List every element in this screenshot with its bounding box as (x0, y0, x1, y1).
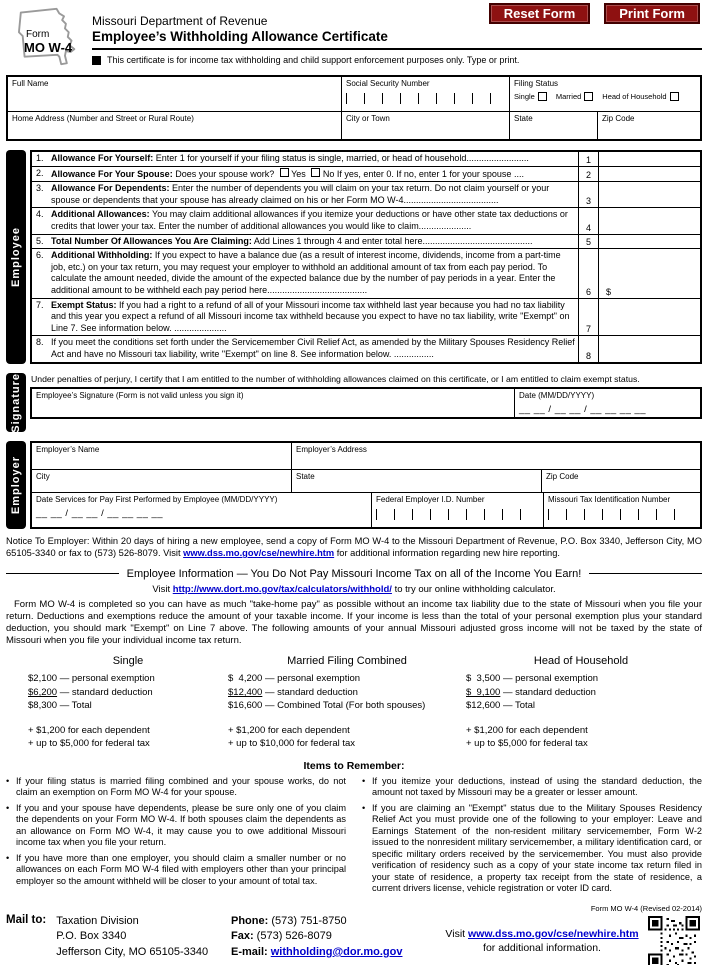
line-7-entry[interactable] (598, 299, 700, 336)
fein-label: Federal Employer I.D. Number (376, 495, 485, 505)
employer-row-2 (32, 470, 700, 493)
date-services-label: Date Services for Pay First Performed by Employee (MM/DD/YYYY) (36, 495, 278, 505)
mo-tax-id-label: Missouri Tax Identification Number (548, 495, 671, 505)
state-label: State (514, 114, 533, 123)
employer-side-label: Employer (10, 456, 22, 515)
ssn-label: Social Security Number (346, 79, 430, 88)
line-1 (32, 152, 700, 167)
line-5-entry[interactable] (598, 235, 700, 249)
line-6-entry[interactable] (598, 249, 700, 297)
fein-field[interactable] (372, 493, 544, 527)
line-4 (32, 208, 700, 234)
signature-date-label: Date (MM/DD/YYYY) (519, 390, 595, 400)
items-to-remember (6, 776, 702, 899)
line-3-entry[interactable] (598, 182, 700, 207)
email-line: E-mail: withholding@dor.mo.gov (231, 945, 403, 958)
state-field[interactable] (510, 112, 598, 139)
certificate-instruction-row (92, 50, 702, 65)
line-2-text: Allowance For Your Spouse: Does your spouse work? Yes No If yes, enter 0. If no, enter 1 for your spouse .... (51, 168, 524, 179)
employer-zip-field[interactable] (542, 470, 700, 492)
employer-state-field[interactable] (292, 470, 542, 492)
married-checkbox[interactable] (584, 92, 593, 101)
line-6-number: 6. (36, 250, 44, 261)
zip-label: Zip Code (602, 114, 635, 123)
employer-city-field[interactable] (32, 470, 292, 492)
date-services-blanks: __ __ / __ __ / __ __ __ __ (36, 508, 164, 520)
employer-name-field[interactable] (32, 443, 292, 469)
full-name-field[interactable] (8, 77, 342, 111)
married-title: Married Filing Combined (287, 655, 407, 668)
home-address-label: Home Address (Number and Street or Rural Route) (12, 114, 194, 123)
spouse-works-no-checkbox[interactable] (311, 168, 320, 177)
list-item: • If you have more than one employer, you should claim a smaller number or no allowances on each Form MO W-4 filed with employers other than your principal employer so the amount withheld will be closer to your amount of total tax. (6, 853, 346, 888)
calc-text-before: Visit (152, 583, 173, 595)
footer (6, 914, 702, 965)
calc-text-after: to try our online withholding calculator. (391, 583, 556, 595)
ssn-field[interactable] (342, 77, 510, 111)
mo-tax-id-field[interactable] (544, 493, 700, 527)
line-5-box-number: 5 (578, 235, 598, 249)
city-field[interactable] (342, 112, 510, 139)
line-7 (32, 299, 700, 337)
dollar-sign: $ (606, 286, 612, 297)
department-name: Missouri Department of Revenue (92, 14, 268, 28)
notice-to-employer (6, 536, 702, 560)
withholding-email-link[interactable]: withholding@dor.mo.gov (270, 945, 403, 958)
phone-line: Phone: (573) 751-8750 (231, 914, 347, 927)
perjury-statement: Under penalties of perjury, I certify that I am entitled to the number of withholding allowances claimed on this certificate, or I am entitled to claim exempt status. (31, 373, 640, 384)
line-2-entry[interactable] (598, 167, 700, 182)
line-6-box-number: 6 (578, 249, 598, 297)
line-7-box-number: 7 (578, 299, 598, 336)
visit-block: Visit www.dss.mo.gov/cse/newhire.htm for additional information. (436, 914, 648, 955)
line-5-text: Total Number Of Allowances You Are Claiming: Add Lines 1 through 4 and enter total here............................................ (51, 235, 533, 246)
list-item: • If you are claiming an "Exempt" status due to the Military Spouses Residency Relief Act you must provide one of the following to your employer: Leave and Earnings Statement of the non-resident military servicemember, Form W-2 issued to the nonresident military servicemember, a military identification card, or specific military orders received by the servicemember. You must also provide verification of residency such as a copy of your state income tax return filed in your state of residence, a property tax receipt from the state of residence, a current drivers license, vehicle registration or voter ID card. (362, 803, 702, 895)
calculator-line (6, 584, 702, 595)
date-services-field[interactable] (32, 493, 372, 527)
signature-box (30, 387, 702, 419)
withholding-calculator-link[interactable]: http://www.dort.mo.gov/tax/calculators/withhold/ (172, 583, 392, 595)
employer-zip-label: Zip Code (546, 472, 579, 482)
personal-row-1 (8, 77, 700, 112)
employer-name-label: Employer’s Name (36, 445, 100, 455)
line-2-box-number: 2 (578, 167, 598, 182)
line-3-number: 3. (36, 183, 44, 194)
employer-row-3 (32, 493, 700, 527)
missouri-state-icon (6, 5, 92, 67)
filing-status-field (510, 77, 700, 111)
signature-section (6, 373, 702, 433)
line-7-text: Exempt Status: If you had a right to a refund of all of your Missouri income tax withheld last year because you had no tax liability and this year you expect a refund of all Missouri income tax withheld because you expect to have no tax liability, write "Exempt" on Line 7. See information below. ..................... (51, 299, 570, 333)
list-item: • If your filing status is married filing combined and your spouse works, do not claim an exemption on Form MO W-4 for your spouse. (6, 776, 346, 799)
employer-section (6, 441, 702, 529)
mail-to-label: Mail to: (6, 913, 47, 926)
line-2 (32, 167, 700, 183)
items-left-column (6, 776, 346, 899)
single-column: Single $2,100 — personal exemption $6,200 — standard deduction $8,300 — Total + $1,200 for each dependent + up to $5,000 for federal tax (28, 655, 228, 751)
employer-address-field[interactable] (292, 443, 700, 469)
line-4-text: Additional Allowances: You may claim additional allowances if you itemize your deductions or have other state tax deductions or credits that lower your tax. Enter the number of additional allowances you would like to claim..................... (51, 209, 568, 231)
list-item: • If you and your spouse have dependents, please be sure only one of you claim the dependents on your Form MO W-4. If both spouses claim the dependents as an allowance on Form MO W-4, it may cause you to owe additional Missouri income tax when you file your return. (6, 803, 346, 849)
items-right-column (362, 776, 702, 899)
personal-row-2 (8, 112, 700, 139)
line-8 (32, 336, 700, 361)
line-1-number: 1. (36, 153, 44, 163)
head-of-household-checkbox[interactable] (670, 92, 679, 101)
married-label: Married (555, 92, 582, 101)
head-of-household-column: Head of Household $ 3,500 — personal exemption $ 9,100 — standard deduction $12,600 — Total + $1,200 for each dependent + up to $5,000 for federal tax (466, 655, 696, 751)
line-1-text: Allowance For Yourself: Enter 1 for yourself if your filing status is single, married, or head of household......................... (51, 153, 529, 163)
full-name-label: Full Name (12, 79, 49, 88)
signature-date-blanks: __ __ / __ __ / __ __ __ __ (519, 403, 647, 415)
pdf-toolbar (489, 3, 700, 24)
line-5 (32, 235, 700, 250)
mail-line: Jefferson City, MO 65105-3340 (56, 945, 209, 958)
single-title: Single (112, 655, 144, 668)
single-label: Single (514, 92, 535, 101)
fax-line: Fax: (573) 526-8079 (231, 930, 332, 943)
line-1-entry[interactable] (598, 152, 700, 166)
items-to-remember-title: Items to Remember: (303, 759, 405, 772)
employee-side-bar (6, 150, 26, 364)
yes-label: Yes (291, 168, 306, 179)
heading-right-rule (589, 573, 702, 574)
form-title: Employee’s Withholding Allowance Certificate (92, 28, 702, 50)
line-3 (32, 182, 700, 208)
line-1-box-number: 1 (578, 152, 598, 166)
line-8-box-number: 8 (578, 336, 598, 361)
employer-row-1 (32, 443, 700, 470)
line-5-number: 5. (36, 235, 44, 246)
newhire-link[interactable]: www.dss.mo.gov/cse/newhire.htm (183, 548, 335, 559)
hoh-title: Head of Household (533, 655, 629, 668)
no-label: No (322, 168, 335, 179)
black-square-icon (92, 56, 101, 65)
filing-status-options (514, 92, 696, 101)
employee-section (6, 150, 702, 364)
form-number: MO W-4 (24, 40, 73, 55)
contact-block (231, 914, 436, 961)
line-6 (32, 249, 700, 298)
filing-option-single (514, 92, 547, 101)
line-8-number: 8. (36, 337, 44, 348)
employer-box (30, 441, 702, 529)
head-of-household-label: Head of Household (602, 92, 667, 101)
filing-status-label: Filing Status (514, 79, 559, 88)
signature-date-field[interactable] (515, 389, 700, 417)
visit-more-info: for additional information. (483, 941, 601, 954)
mo-tax-id-comb (548, 509, 690, 520)
employer-state-label: State (296, 472, 315, 482)
married-column: Married Filing Combined $ 4,200 — personal exemption $12,400 — standard deduction $16,600 — Combined Total (For both spouses) + $1,200 for each dependent + up to $10,000 for federal tax (228, 655, 466, 751)
filing-option-hoh (602, 92, 678, 101)
mail-line: Taxation Division (56, 914, 139, 927)
home-address-field[interactable] (8, 112, 342, 139)
mail-line: P.O. Box 3340 (56, 930, 127, 943)
fein-comb (376, 509, 532, 520)
spouse-works-yes-checkbox[interactable] (280, 168, 289, 177)
line-4-box-number: 4 (578, 208, 598, 233)
allowance-lines-box (30, 150, 702, 364)
employer-city-label: City (36, 472, 50, 482)
ssn-comb (346, 93, 499, 104)
mail-to-block (6, 914, 231, 961)
line-7-number: 7. (36, 299, 44, 310)
line-3-box-number: 3 (578, 182, 598, 207)
filing-option-married (556, 92, 593, 101)
single-checkbox[interactable] (538, 92, 547, 101)
form-revision: Form MO W-4 (Revised 02-2014) (590, 903, 702, 913)
line-8-entry[interactable] (598, 336, 700, 361)
notice-text-after: for additional information regarding new hire reporting. (334, 548, 560, 559)
qr-code (648, 914, 702, 965)
mail-address (56, 914, 208, 961)
employee-information-heading (6, 568, 702, 580)
employee-information-title: Employee Information — You Do Not Pay Missouri Income Tax on all of the Income You Earn! (126, 567, 582, 580)
employer-side-bar (6, 441, 26, 529)
notice-text-before: Notice To Employer: Within 20 days of hiring a new employee, send a copy of Form MO W-4 to the Missouri Department of Revenue, P.O. Box 3340, Jefferson City, MO 65105-3340 or fax to (573) 526-8079. Visit (6, 536, 702, 559)
exemption-amounts (6, 655, 702, 751)
signature-side-bar (6, 373, 26, 433)
print-form-button[interactable]: Print Form (604, 3, 700, 24)
footer-newhire-link[interactable]: www.dss.mo.gov/cse/newhire.htm (468, 927, 639, 940)
list-item: • If you itemize your deductions, instead of using the standard deduction, the amount not taxed by Missouri may be a greater or lesser amount. (362, 776, 702, 799)
personal-info-table (6, 75, 702, 141)
signature-content (30, 373, 702, 433)
signature-side-label: Signature (10, 372, 22, 433)
employee-side-label: Employee (10, 226, 22, 287)
form-word: Form (26, 29, 50, 40)
city-label: City or Town (346, 114, 390, 123)
employee-signature-field[interactable] (32, 389, 515, 417)
certificate-instruction: This certificate is for income tax withholding and child support enforcement purposes only. Type or print. (107, 55, 520, 65)
line-2-number: 2. (36, 167, 44, 178)
employer-address-label: Employer’s Address (296, 445, 367, 455)
line-4-entry[interactable] (598, 208, 700, 233)
line-6-text: Additional Withholding: If you expect to have a balance due (as a result of interest income, dividends, income from a part-time job, etc.) on your tax return, you may request your employer to withhold an additional amount of tax from each pay period. To calculate the amount needed, divide the amount of the expected balance due by the number of pay periods in a year. Enter the additional amount to be withheld each pay period here........................................ (51, 250, 561, 295)
line-8-text: If you meet the conditions set forth under the Servicemember Civil Relief Act, as amended by the Military Spouses Residency Relief Act and have no Missouri tax liability, write "Exempt" on line 8. See information below. ................ (51, 337, 575, 359)
info-paragraph: Form MO W-4 is completed so you can have as much "take-home pay" as possible without an income tax liability due to the state of Missouri when you file your return. Deductions and exemptions reduce the amount of your taxable income. If your income is less than the total of your personal exemption plus your standard deduction, you should mark "Exempt" on Line 7 above. The following amounts of your annual Missouri adjusted gross income will not be taxed by the state of Missouri when you file your individual income tax return. (6, 598, 702, 646)
reset-form-button[interactable]: Reset Form (489, 3, 591, 24)
zip-field[interactable] (598, 112, 700, 139)
line-3-text: Allowance For Dependents: Enter the number of dependents you will claim on your tax return. Do not claim yourself or your spouse or dependents that your spouse has already claimed on his or her Form MO W-4...................................... (51, 183, 550, 205)
employee-signature-label: Employee’s Signature (Form is not valid unless you sign it) (36, 390, 244, 400)
heading-left-rule (6, 573, 119, 574)
line-4-number: 4. (36, 209, 44, 220)
